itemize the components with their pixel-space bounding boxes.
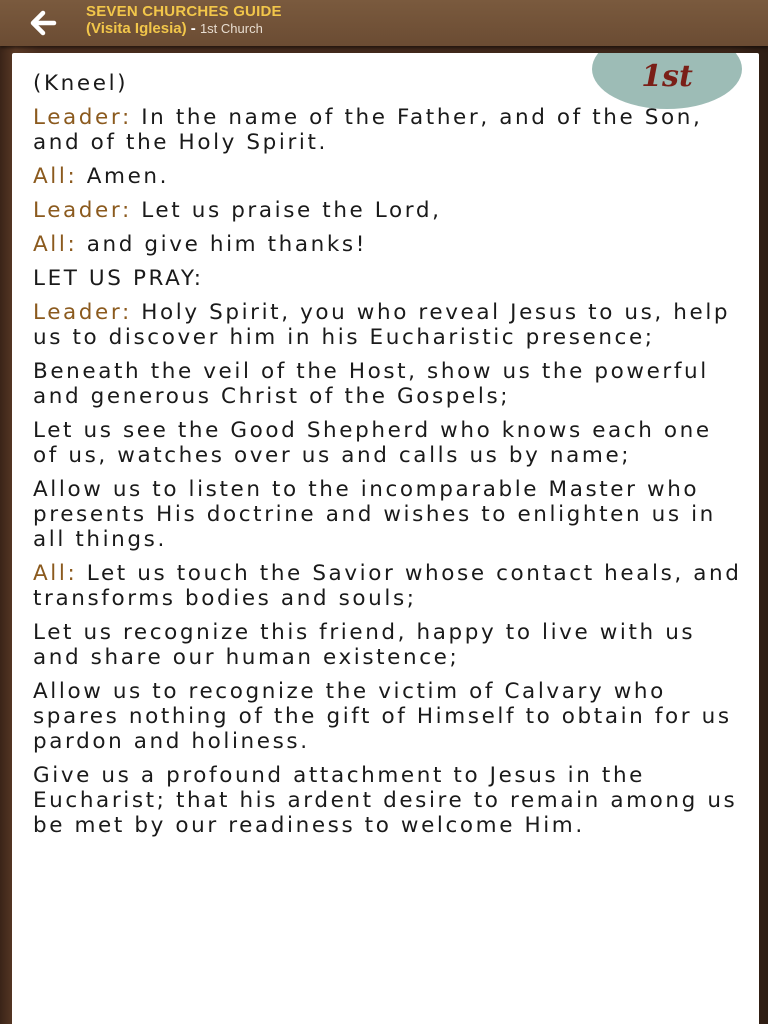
speaker-label: Leader: bbox=[33, 300, 132, 325]
prayer-paragraph bbox=[33, 359, 745, 409]
page-name: 1st Church bbox=[199, 21, 263, 36]
app-subtitle-line bbox=[86, 20, 282, 37]
prayer-line-text: and give him thanks! bbox=[86, 232, 367, 257]
church-number-label: 1st bbox=[641, 58, 693, 94]
prayer-line-text: Allow us to recognize the victim of Calvary who spares nothing of the gift of Himself to obtain for us pardon and holiness. bbox=[33, 679, 732, 754]
prayer-paragraph bbox=[33, 620, 745, 670]
speaker-label: All: bbox=[33, 561, 78, 586]
app-title: SEVEN CHURCHES GUIDE bbox=[86, 3, 282, 20]
prayer-paragraph bbox=[33, 679, 745, 754]
prayer-line-text: Let us see the Good Shepherd who knows each one of us, watches over us and calls us by name; bbox=[33, 418, 712, 468]
speaker-label: All: bbox=[33, 164, 78, 189]
prayer-paragraph bbox=[33, 266, 745, 291]
prayer-line-text: In the name of the Father, and of the Son, and of the Holy Spirit. bbox=[33, 105, 703, 155]
prayer-line-text: Allow us to listen to the incomparable Master who presents His doctrine and wishes to enlighten us in all things. bbox=[33, 477, 716, 552]
title-separator: - bbox=[186, 20, 200, 37]
prayer-line-text: Give us a profound attachment to Jesus in the Eucharist; that his ardent desire to remain among us be met by our readiness to welcome Him. bbox=[33, 763, 738, 838]
prayer-paragraph bbox=[33, 232, 745, 257]
speaker-label: Leader: bbox=[33, 198, 132, 223]
prayer-line-text: Let us praise the Lord, bbox=[141, 198, 442, 223]
prayer-paragraph bbox=[33, 763, 745, 838]
prayer-paragraph bbox=[33, 418, 745, 468]
speaker-label: Leader: bbox=[33, 105, 132, 130]
prayer-paragraph bbox=[33, 477, 745, 552]
app-header bbox=[0, 0, 768, 46]
speaker-label: All: bbox=[33, 232, 78, 257]
back-button[interactable] bbox=[22, 6, 62, 40]
prayer-line-text: Let us recognize this friend, happy to live with us and share our human existence; bbox=[33, 620, 696, 670]
prayer-paragraph bbox=[33, 300, 745, 350]
prayer-paragraph bbox=[33, 198, 745, 223]
back-arrow-icon bbox=[27, 10, 57, 36]
prayer-line-text: (Kneel) bbox=[33, 71, 129, 96]
prayer-line-text: Let us touch the Savior whose contact heals, and transforms bodies and souls; bbox=[33, 561, 742, 611]
prayer-content-panel[interactable] bbox=[12, 53, 759, 1024]
app-subtitle: (Visita Iglesia) bbox=[86, 20, 187, 37]
prayer-text bbox=[33, 71, 745, 847]
prayer-paragraph bbox=[33, 71, 745, 96]
prayer-line-text: Holy Spirit, you who reveal Jesus to us, help us to discover him in his Eucharistic presence; bbox=[33, 300, 731, 350]
prayer-line-text: LET US PRAY: bbox=[33, 266, 204, 291]
prayer-paragraph bbox=[33, 164, 745, 189]
prayer-line-text: Amen. bbox=[86, 164, 170, 189]
prayer-line-text: Beneath the veil of the Host, show us the powerful and generous Christ of the Gospels; bbox=[33, 359, 709, 409]
prayer-paragraph bbox=[33, 105, 745, 155]
prayer-paragraph bbox=[33, 561, 745, 611]
header-title-block bbox=[86, 3, 282, 37]
